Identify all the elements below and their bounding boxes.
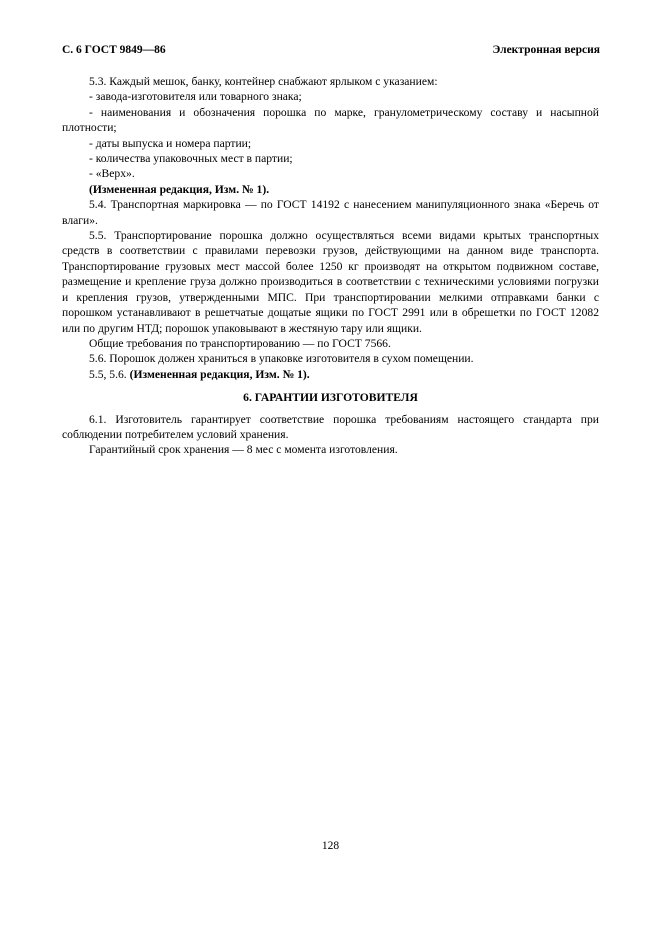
- page-number: 128: [321, 840, 340, 852]
- list-item-date: - даты выпуска и номера партии;: [89, 136, 252, 150]
- paragraph-warranty-period: Гарантийный срок хранения — 8 мес с момента изготовления.: [89, 443, 398, 457]
- paragraph-6-1: 6.1. Изготовитель гарантирует соответствие порошка требованиям настоящего стандарта при соблюдении потребителем условий хранения.: [62, 412, 599, 441]
- list-item-top: - «Верх».: [89, 167, 135, 181]
- paragraph-5-4: 5.4. Транспортная маркировка — по ГОСТ 14192 с нанесением манипуляционного знака «Беречь от влаги».: [62, 198, 599, 227]
- paragraph-5-6: 5.6. Порошок должен храниться в упаковке изготовителя в сухом помещении.: [89, 352, 474, 366]
- document-body: [62, 74, 599, 458]
- list-item-quantity: - количества упаковочных мест в партии;: [89, 152, 293, 166]
- paragraph-general-transport: Общие требования по транспортированию — по ГОСТ 7566.: [89, 336, 391, 350]
- amendment-note: (Измененная редакция, Изм. № 1).: [89, 182, 270, 196]
- section-heading: 6. ГАРАНТИИ ИЗГОТОВИТЕЛЯ: [243, 391, 418, 405]
- list-item-designation: - наименования и обозначения порошка по марке, гранулометрическому составу и насыпной плотности;: [62, 105, 599, 135]
- list-item-manufacturer: - завода-изготовителя или товарного знака;: [89, 90, 302, 104]
- paragraph-5-5: 5.5. Транспортирование порошка должно осуществляться всеми видами крытых транспортных средств в соответствии с правилами перевозки грузов, действующими на данном виде транспорта. Транспортирование грузовых мест массой более 1250 кг производят на открытом подвижном составе, размещение и крепление груза должно производиться в соответствии с техническими условиями погрузки и крепления грузов, утвержденными МПС. При транспортировании мелкими отправками банки с порошком устанавливают в решетчатые дощатые ящики по ГОСТ 2991 или в обрешетки по ГОСТ 12082 или по другим НТД; порошок упаковывают в жестяную тару или ящики.: [62, 229, 599, 335]
- amendment-label: (Измененная редакция, Изм. № 1).: [129, 367, 310, 381]
- running-header-left: С. 6 ГОСТ 9849—86: [62, 44, 166, 56]
- running-header-right: Электронная версия: [492, 44, 600, 56]
- amendment-clauses: 5.5, 5.6.: [89, 367, 127, 381]
- amendment-note-5-5-5-6: [62, 367, 599, 382]
- paragraph-5-3: 5.3. Каждый мешок, банку, контейнер снабжают ярлыком с указанием:: [89, 75, 438, 88]
